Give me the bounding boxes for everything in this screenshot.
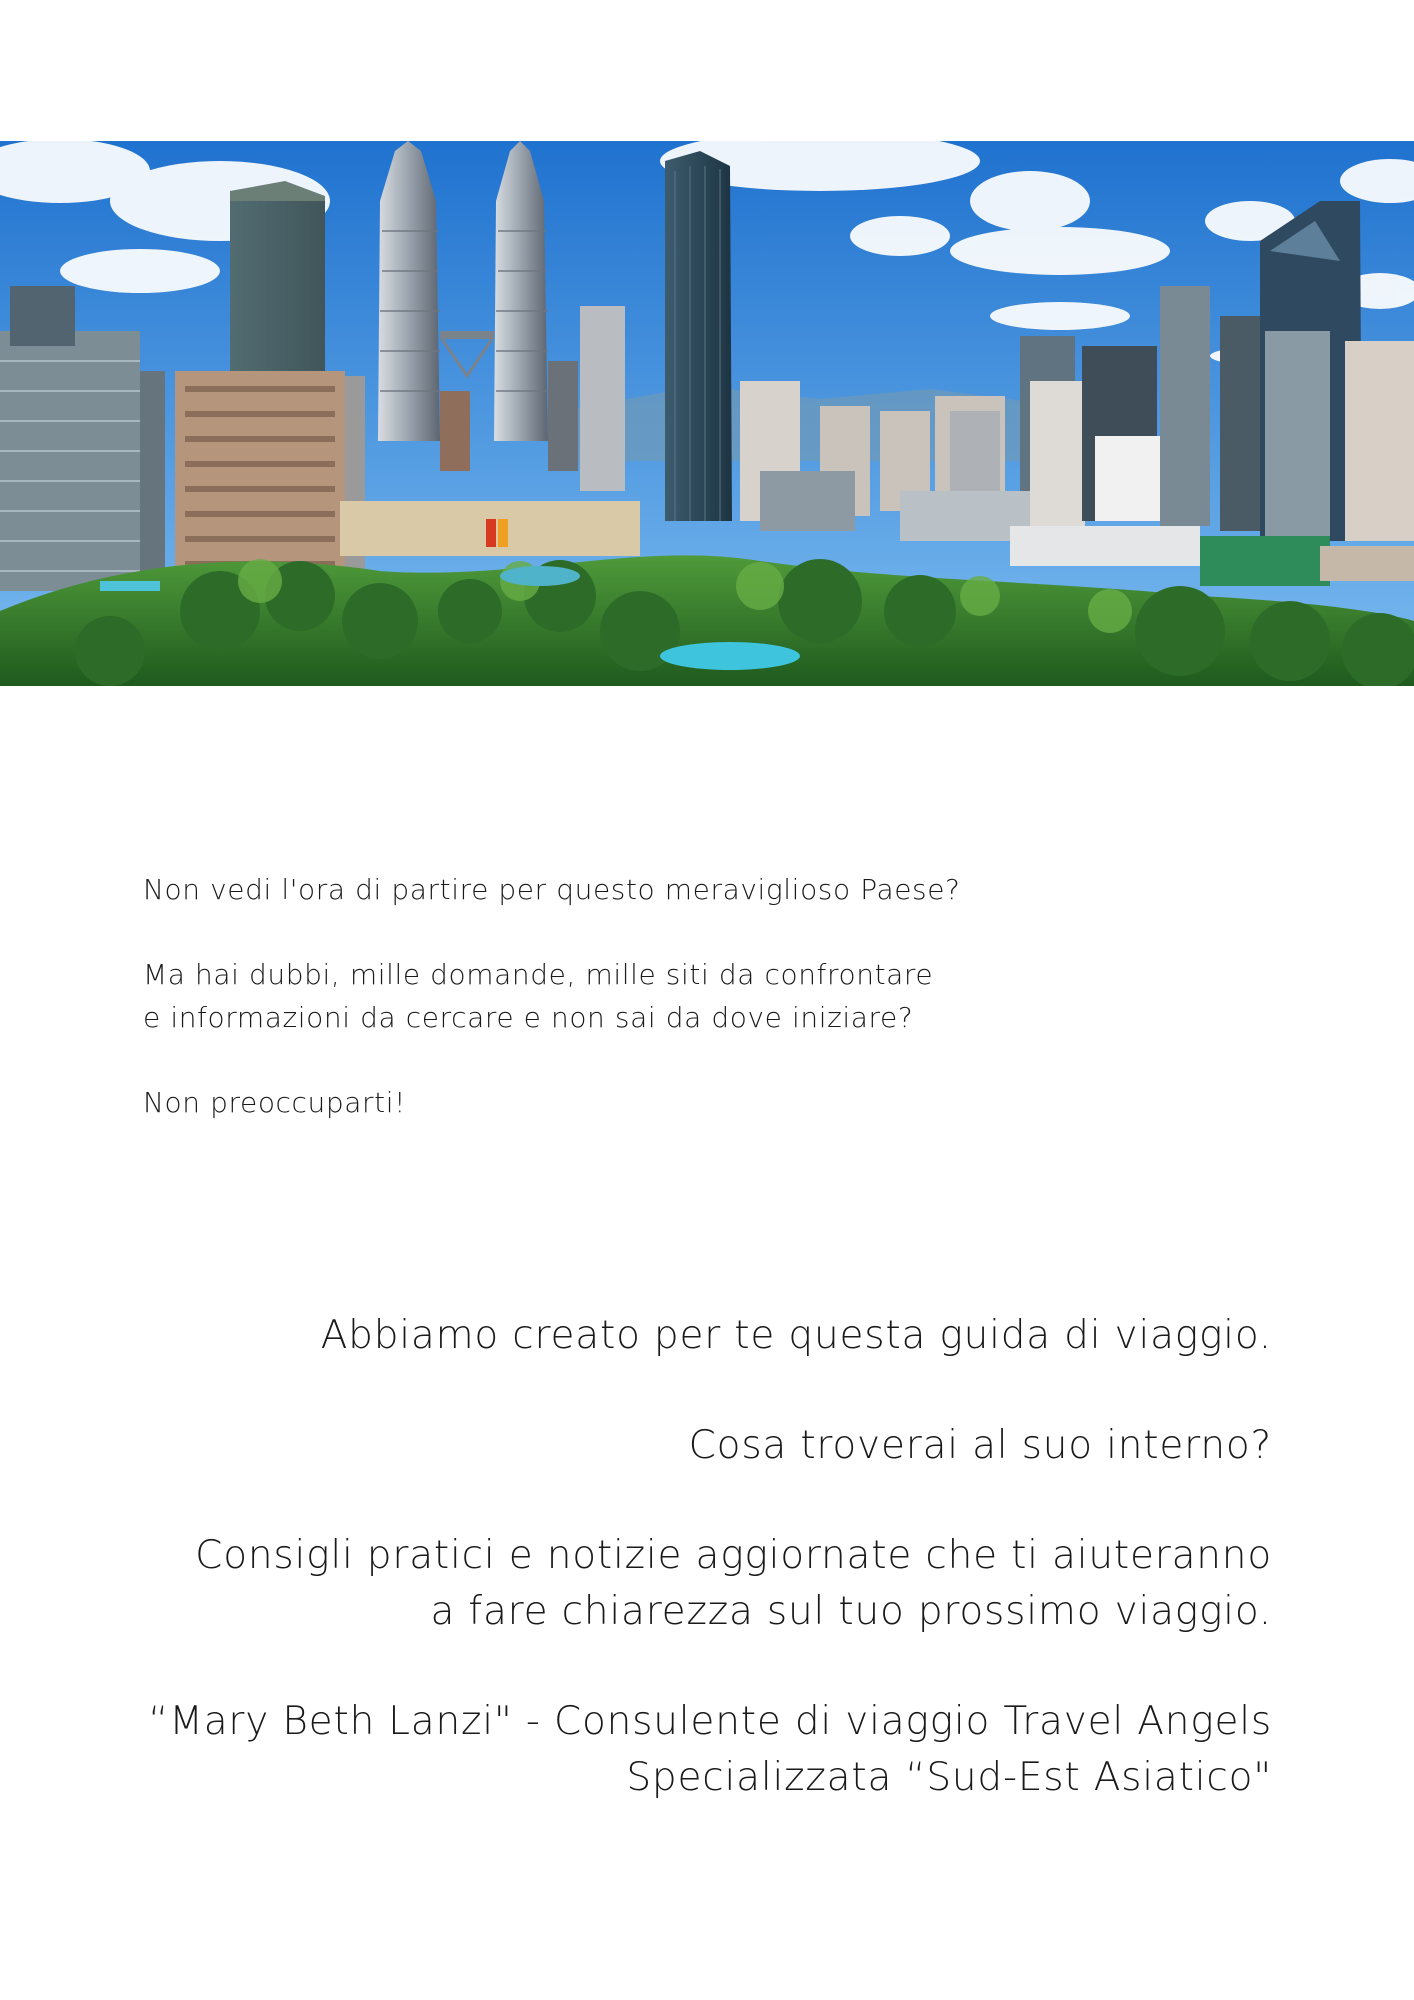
intro-doubts-line-1: Ma hai dubbi, mille domande, mille siti da confrontare [143,958,934,991]
intro-question: Non vedi l'ora di partire per questo meraviglioso Paese? [143,873,961,906]
author-specialization: Specializzata “Sud-Est Asiatico" [626,1755,1272,1800]
guide-contents-line-1: Consigli pratici e notizie aggiornate che ti aiuteranno [195,1533,1272,1578]
intro-reassurance: Non preoccuparti! [143,1086,406,1119]
city-skyline-banner [0,141,1414,686]
guide-contents-line-2: a fare chiarezza sul tuo prossimo viaggio. [430,1589,1272,1634]
guide-statement: Abbiamo creato per te questa guida di viaggio. [320,1313,1272,1358]
author-signature: “Mary Beth Lanzi" - Consulente di viaggio Travel Angels [148,1699,1272,1744]
skyline-illustration [0,141,1414,686]
intro-doubts-line-2: e informazioni da cercare e non sai da dove iniziare? [143,1001,914,1034]
guide-contents-question: Cosa troverai al suo interno? [688,1423,1272,1468]
intro-text [143,868,1043,1124]
closing-text [122,1308,1272,1806]
